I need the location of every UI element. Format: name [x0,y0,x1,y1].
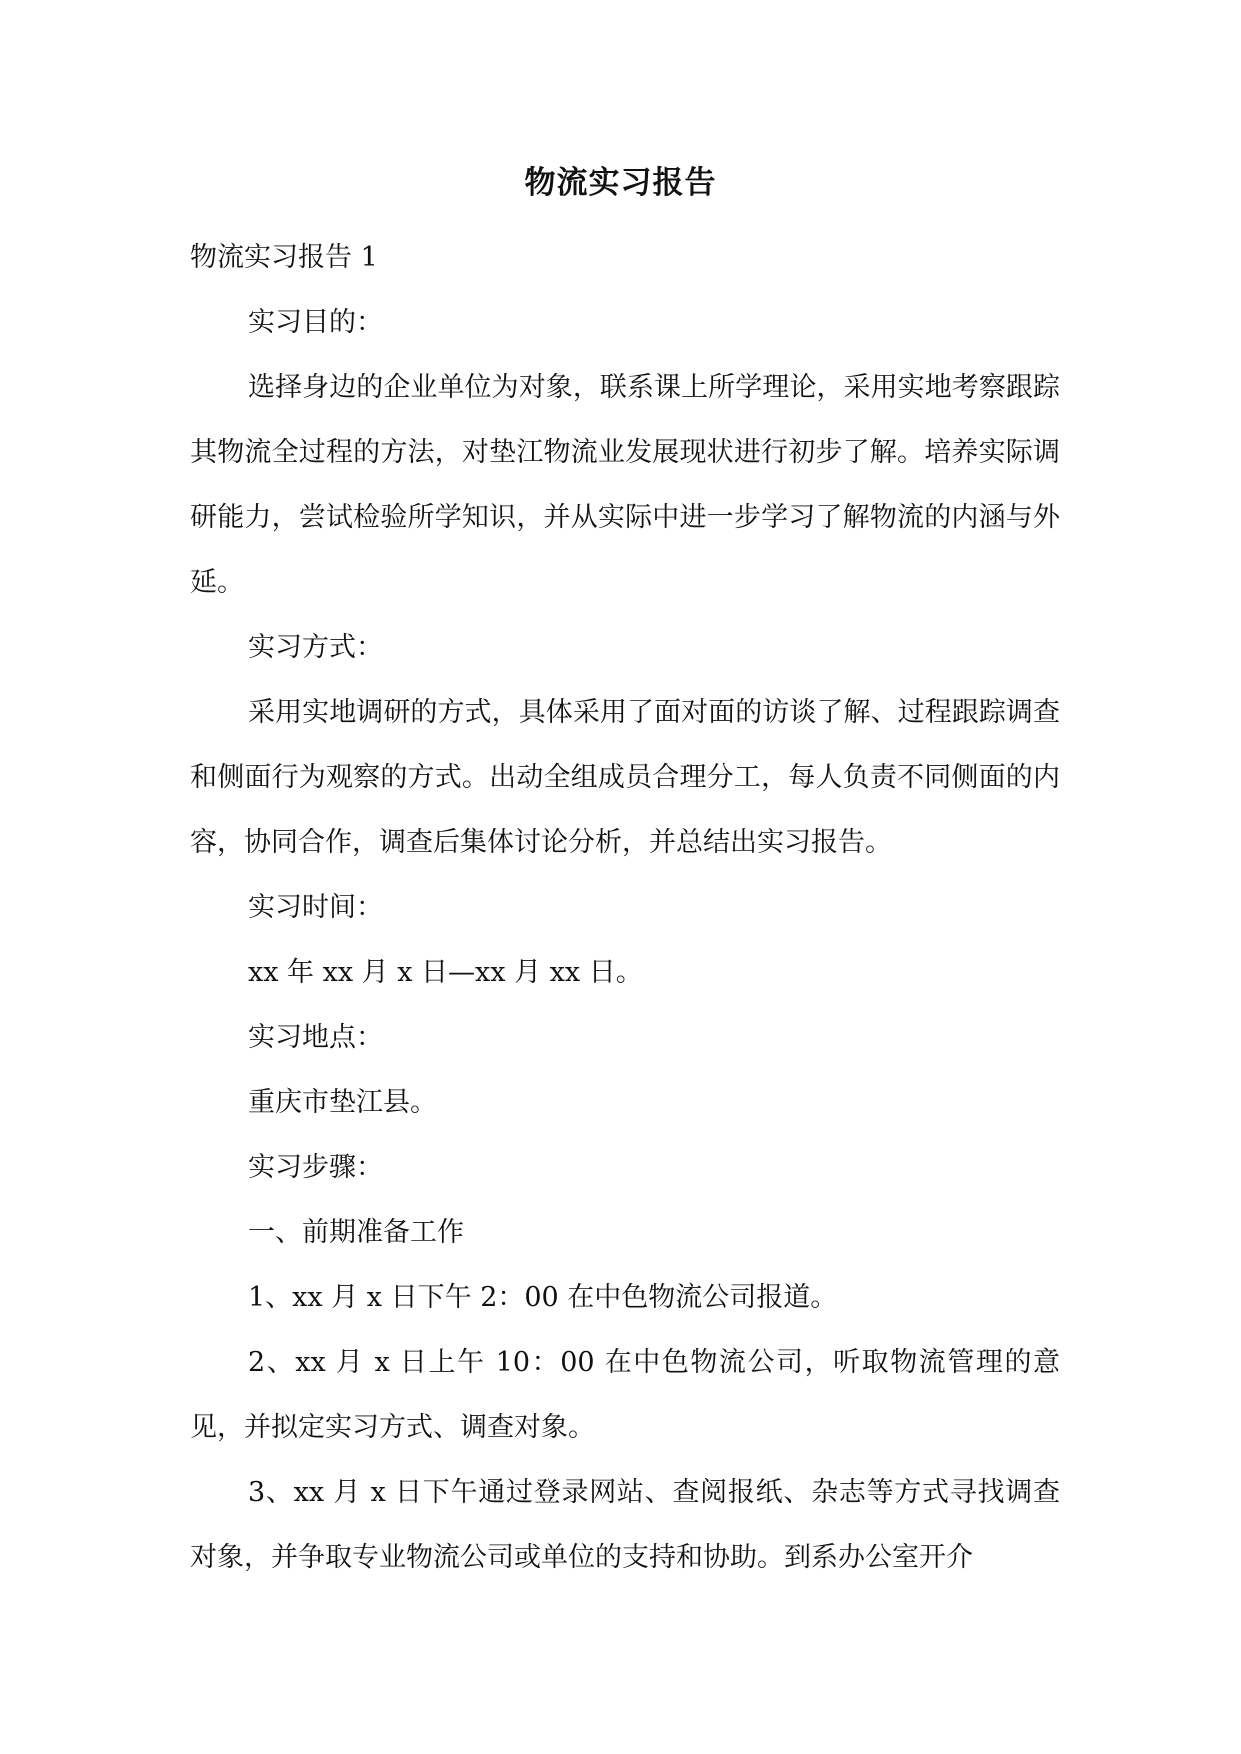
step-item-1: 1、xx 月 x 日下午 2：00 在中色物流公司报道。 [248,1282,838,1313]
label-location: 实习地点： [248,1022,383,1053]
section-heading: 物流实习报告 1 [190,242,378,273]
paragraph-location: 重庆市垫江县。 [248,1087,437,1118]
label-purpose: 实习目的： [248,307,383,338]
paragraph-method: 采用实地调研的方式，具体采用了面对面的访谈了解、过程跟踪调查和侧面行为观察的方式。出动全组成员合理分工，每人负责不同侧面的内容，协同合作，调查后集体讨论分析，并总结出实习报告。 [190,697,1060,858]
document-title: 物流实习报告 [524,165,717,201]
paragraph-purpose: 选择身边的企业单位为对象，联系课上所学理论，采用实地考察跟踪其物流全过程的方法，对垫江物流业发展现状进行初步了解。培养实际调研能力，尝试检验所学知识，并从实际中进一步学习了解物流的内涵与外延。 [190,372,1060,598]
paragraph-time: xx 年 xx 月 x 日—xx 月 xx 日。 [248,957,643,988]
label-method: 实习方式： [248,632,383,663]
step-item-2: 2、xx 月 x 日上午 10：00 在中色物流公司，听取物流管理的意见，并拟定实习方式、调查对象。 [190,1347,1060,1443]
label-time: 实习时间： [248,892,383,923]
document-body [190,225,1060,1590]
step-item-3: 3、xx 月 x 日下午通过登录网站、查阅报纸、杂志等方式寻找调查对象，并争取专业物流公司或单位的支持和协助。到系办公室开介 [190,1477,1060,1573]
step-heading-preparation: 一、前期准备工作 [248,1217,464,1248]
label-steps: 实习步骤： [248,1152,383,1183]
